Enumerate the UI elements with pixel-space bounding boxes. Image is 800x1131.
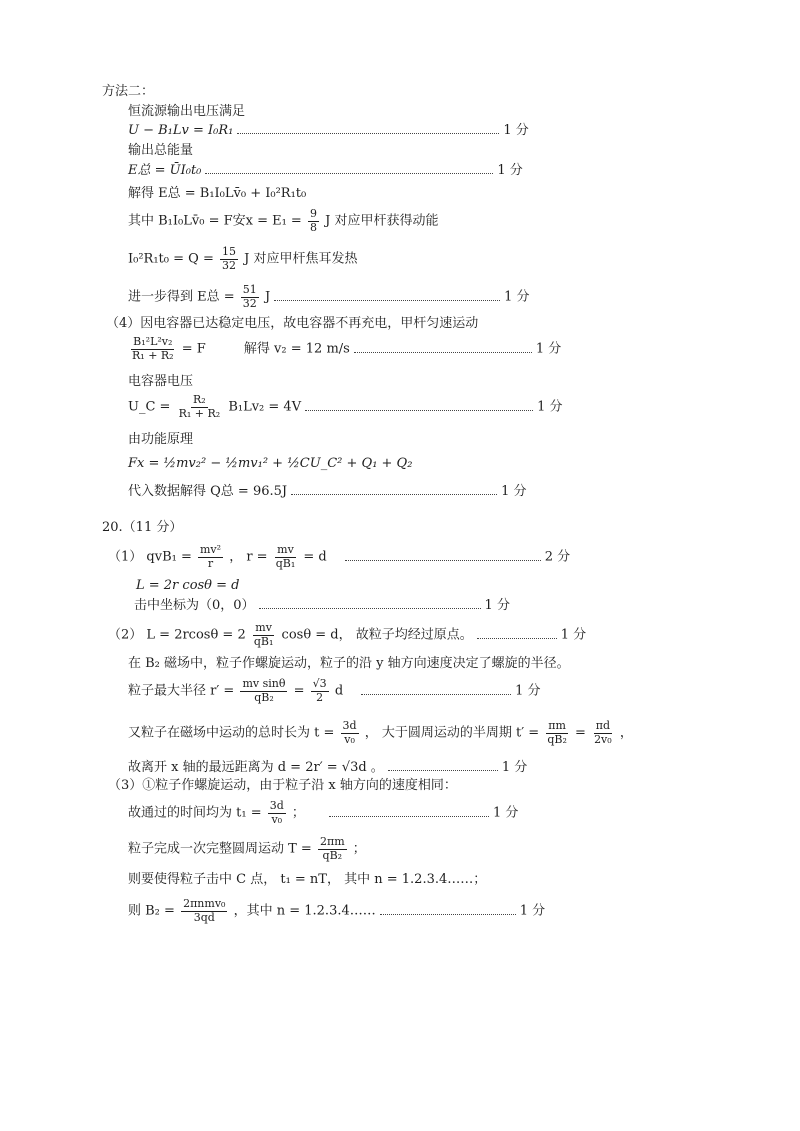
equation-kinetic-part: 其中 B₁I₀Lv̄₀ = F安x = E₁ =: [128, 213, 302, 229]
numerator: mv: [255, 621, 272, 634]
text-work-energy: 由功能原理: [128, 432, 194, 447]
denominator: 32: [221, 258, 236, 272]
numerator: 51: [242, 283, 257, 296]
leader-dots: [237, 130, 499, 134]
numerator: πm: [548, 719, 566, 732]
question-20-heading: [102, 520, 182, 536]
denominator: r: [207, 556, 214, 570]
denominator: 8: [309, 220, 317, 234]
score-label: 1 分: [492, 805, 519, 821]
leader-dots: [274, 297, 500, 301]
numerator: R₂: [193, 393, 206, 406]
equation-force-rhs: = F: [181, 341, 206, 357]
line-max-radius: [128, 678, 541, 704]
text-capacitor-voltage: 电容器电压: [128, 374, 194, 389]
line-work-energy-label: [128, 432, 193, 448]
leader-dots: [291, 491, 497, 495]
denominator: R₁ + R₂: [178, 406, 221, 420]
equation-further-part: 进一步得到 E总 =: [128, 289, 235, 305]
leader-dots: [345, 557, 541, 561]
fraction-pi-d-over-2v0: [592, 720, 614, 746]
numerator: 2πnmv₀: [183, 897, 226, 910]
text-full-period: 粒子完成一次完整圆周运动 T =: [128, 841, 312, 857]
numerator: √3: [312, 677, 327, 690]
text-total-time: 又粒子在磁场中运动的总时长为 t =: [128, 725, 335, 741]
line-b2-result: [128, 898, 545, 924]
leader-dots: [329, 813, 489, 817]
score-label: 1 分: [519, 903, 546, 919]
text-hit-coordinate: 击中坐标为（0，0）: [134, 598, 255, 613]
equals-sign: =: [293, 683, 305, 699]
denominator: qB₂: [254, 690, 274, 704]
line-solve-total-energy: [128, 186, 306, 202]
leader-dots: [477, 635, 557, 639]
line-total-energy-label: [128, 143, 193, 159]
denominator: v₀: [271, 812, 283, 826]
fraction-resistor-ratio: [177, 394, 223, 420]
score-label: 1 分: [501, 760, 528, 775]
equation-farthest-distance: 故离开 x 轴的最远距离为 d = 2r′ = √3d 。: [128, 760, 384, 775]
line-spiral-motion: [128, 656, 570, 672]
score-label: 1 分: [535, 341, 562, 357]
fraction-b2: [181, 898, 227, 924]
denominator: R₁ + R₂: [132, 348, 174, 362]
line-part-one-equations: [108, 544, 570, 570]
line-capacitor-voltage-label: [128, 374, 193, 390]
leader-dots: [361, 691, 511, 695]
equation-b2-lhs: 则 B₂ =: [128, 903, 175, 919]
line-kinetic-energy: [128, 208, 438, 234]
equation-solve-energy: 解得 E总 = B₁I₀Lv̄₀ + I₀²R₁t₀: [128, 186, 307, 201]
line-chord-length: [136, 578, 240, 594]
line-farthest-distance: [128, 760, 527, 776]
equation-chord-lhs: （2） L = 2rcosθ = 2: [108, 627, 246, 643]
line-total-time: [128, 720, 633, 746]
line-part-two-origin: [108, 622, 586, 648]
score-label: 1 分: [484, 598, 510, 613]
denominator: qB₂: [322, 848, 343, 862]
punctuation: ，: [619, 725, 633, 741]
equation-uc-rhs: B₁Lv₂ = 4V: [228, 399, 302, 415]
equation-chord: L = 2r cosθ = d: [136, 578, 240, 593]
line-full-period: [128, 836, 366, 862]
line-further-result: [128, 284, 530, 310]
text-pass-time: 故通过的时间均为 t₁ =: [128, 805, 262, 821]
part-four-heading: [106, 316, 478, 332]
equation-total-energy: E总 = ŪI₀t₀: [128, 163, 202, 178]
method-two-label: 方法二：: [102, 84, 155, 99]
fraction-fiftyone-thirtyseconds: [241, 284, 259, 310]
leader-dots: [354, 349, 532, 353]
score-label: 1 分: [504, 289, 530, 305]
fraction-radius-b1: [252, 622, 276, 648]
line-total-energy-equation: [128, 163, 523, 179]
equation-lorentz-lhs: （1） qvB₁ =: [108, 549, 192, 565]
text-constant-current: 恒流源输出电压满足: [128, 104, 246, 119]
equation-v2-result: 解得 v₂ = 12 m/s: [243, 341, 350, 357]
numerator: πd: [595, 719, 611, 732]
equation-work-energy: Fx = ½mv₂² − ½mv₁² + ½CU_C² + Q₁ + Q₂: [128, 456, 413, 471]
fraction-t1: [268, 800, 286, 826]
variable-d: d: [334, 683, 344, 699]
score-label: 1 分: [497, 163, 523, 178]
text-spiral-motion: 在 B₂ 磁场中，粒子作螺旋运动，粒子的沿 y 轴方向速度决定了螺旋的半径。: [128, 656, 570, 671]
text-n-values: ，其中 n = 1.2.3.4……: [233, 903, 376, 919]
text-total-energy: 输出总能量: [128, 143, 194, 158]
denominator: qB₁: [253, 634, 274, 648]
denominator: 3qd: [193, 910, 215, 924]
fraction-3d-over-v0: [341, 720, 359, 746]
numerator: B₁²L²v₂: [133, 335, 173, 348]
denominator: v₀: [344, 732, 355, 746]
line-hit-point-c: [128, 872, 486, 888]
score-label: 1 分: [560, 627, 587, 643]
punctuation: ；: [352, 841, 366, 857]
numerator: 3d: [269, 799, 284, 812]
line-capacitor-voltage-equation: [128, 394, 563, 420]
text-part-four: （4）因电容器已达稳定电压，故电容器不再充电，甲杆匀速运动: [106, 316, 479, 331]
denominator: qB₂: [547, 732, 567, 746]
leader-dots: [259, 605, 481, 609]
score-label: 1 分: [537, 399, 563, 415]
equation-voltage: U − B₁Lv = I₀R₁: [128, 123, 234, 138]
leader-dots: [205, 170, 493, 174]
score-label: 2 分: [544, 549, 571, 565]
unit-joule: J: [264, 289, 271, 305]
fraction-centripetal: [198, 544, 223, 570]
line-total-heat-result: [128, 484, 527, 500]
fraction-radius: [274, 544, 298, 570]
equation-total-heat: 代入数据解得 Q总 = 96.5J: [128, 484, 288, 499]
numerator: 3d: [342, 719, 357, 732]
equation-uc-lhs: U_C =: [128, 399, 171, 415]
leader-dots: [388, 767, 498, 771]
score-label: 1 分: [501, 484, 527, 499]
numerator: 15: [221, 245, 236, 258]
fraction-root3-over-2: [311, 678, 329, 704]
text-part-three: （3）①粒子作螺旋运动，由于粒子沿 x 轴方向的速度相同：: [108, 778, 457, 793]
fraction-fifteen-thirtyseconds: [220, 246, 238, 272]
text-heat-note: J 对应甲杆焦耳发热: [244, 251, 358, 267]
text-kinetic-note: J 对应甲杆获得动能: [325, 213, 439, 229]
score-label: 1 分: [515, 683, 541, 699]
text-hit-point-c: 则要使得粒子击中 C 点， t₁ = nT， 其中 n = 1.2.3.4……；: [128, 872, 487, 887]
punctuation: ；: [291, 805, 305, 821]
line-force-balance: [128, 336, 561, 362]
text-half-period: ， 大于圆周运动的半周期 t′ =: [364, 725, 540, 741]
leader-dots: [380, 911, 516, 915]
line-voltage-equation: [128, 123, 529, 139]
numerator: mv: [277, 543, 294, 556]
question-number: 20.（11 分）: [102, 520, 183, 535]
numerator: 9: [309, 207, 317, 220]
fraction-spiral-radius: [240, 678, 287, 704]
denominator: 2: [316, 690, 324, 704]
equals-sign: =: [575, 725, 586, 741]
fraction-nine-eighths: [308, 208, 319, 234]
fraction-force: [130, 336, 176, 362]
line-pass-time: [128, 800, 518, 826]
part-three-heading: [108, 778, 457, 794]
numerator: mv sinθ: [242, 677, 286, 690]
fraction-period: [318, 836, 347, 862]
denominator: qB₁: [275, 556, 296, 570]
line-constant-current-voltage: [128, 104, 245, 120]
denominator: 2v₀: [594, 732, 612, 746]
fraction-pi-m-over-qb2: [545, 720, 569, 746]
line-work-energy-equation: [128, 456, 412, 472]
method-two-heading: [102, 84, 154, 100]
equation-radius-lhs: ， r =: [229, 549, 268, 565]
text-pass-origin: cosθ = d， 故粒子均经过原点。: [281, 627, 473, 643]
score-label: 1 分: [503, 123, 529, 138]
numerator: 2πm: [319, 835, 345, 848]
line-joule-heat: [128, 246, 357, 272]
numerator: mv²: [200, 543, 222, 556]
equation-radius-rhs: = d: [303, 549, 327, 565]
line-hit-coordinate: [134, 598, 510, 614]
equation-heat-part: I₀²R₁t₀ = Q =: [128, 251, 214, 267]
equation-max-radius-lhs: 粒子最大半径 r′ =: [128, 683, 235, 699]
denominator: 32: [242, 296, 257, 310]
leader-dots: [305, 407, 533, 411]
